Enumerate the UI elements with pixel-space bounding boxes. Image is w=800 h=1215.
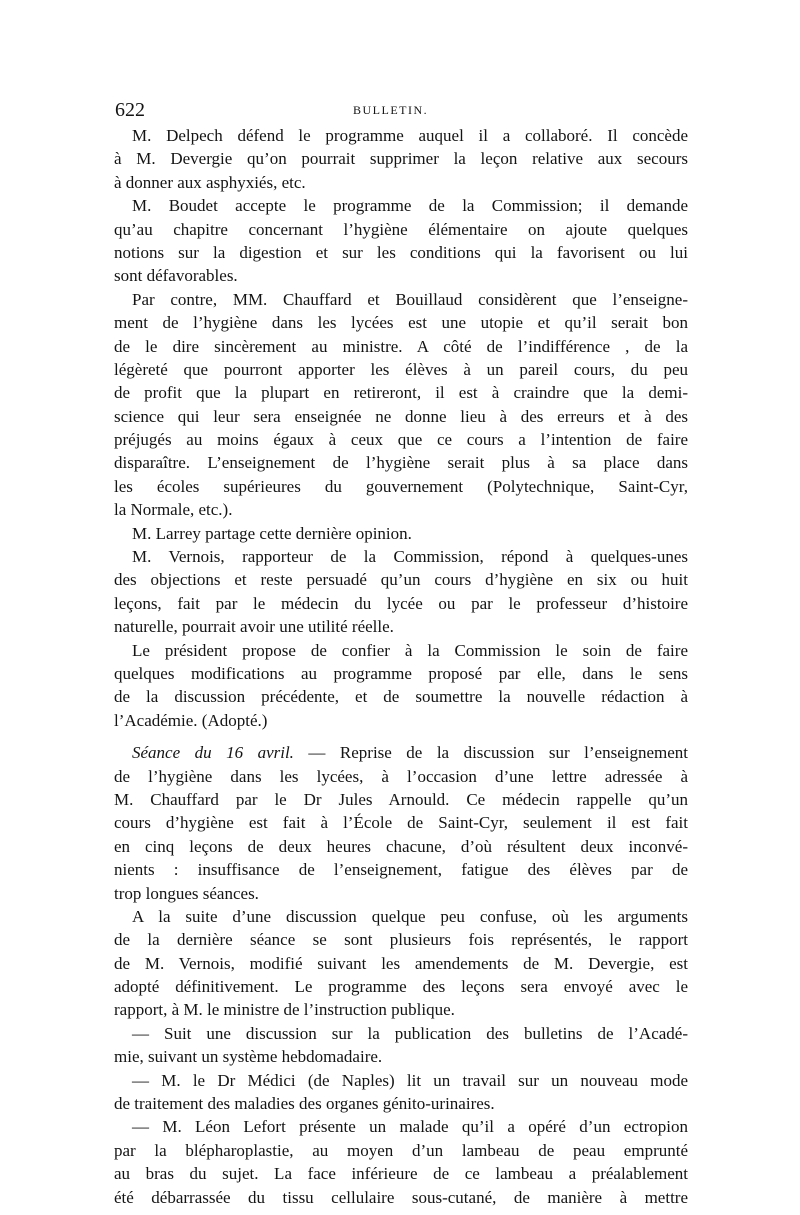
text-line: sont défavorables. [114, 266, 238, 286]
text-line: M. Larrey partage cette dernière opinion. [132, 523, 412, 543]
text-line: M. Delpech défend le programme auquel il a collaboré. Il concède [132, 126, 688, 145]
text-line: M. Boudet accepte le programme de la Commission; il demande [132, 196, 688, 216]
text-line: M. Chauffard par le Dr Jules Arnould. Ce médecin rappelle qu’un [114, 789, 688, 809]
text-line: — M. Léon Lefort présente un malade qu’il a opéré d’un ectropion [132, 1117, 688, 1137]
text-line: au bras du sujet. La face inférieure de ce lambeau a préalablement [114, 1164, 688, 1184]
seance-heading-text: — Reprise de la discussion sur l’enseignement [293, 743, 688, 763]
text-line: à donner aux asphyxiés, etc. [114, 172, 306, 192]
text-line: de profit que la plupart en retireront, il est à craindre que la demi- [114, 383, 688, 403]
text-line: de la dernière séance se sont plusieurs fois représentés, le rapport [114, 930, 688, 950]
text-line: à M. Devergie qu’on pourrait supprimer la leçon relative aux secours [114, 149, 688, 169]
text-line: naturelle, pourrait avoir une utilité réelle. [114, 617, 394, 637]
text-line: trop longues séances. [114, 883, 259, 903]
text-line: mie, suivant un système hebdomadaire. [114, 1047, 383, 1067]
text-line: rapport, à M. le ministre de l’instruction publique. [114, 1000, 455, 1020]
text-line: science qui leur sera enseignée ne donne lieu à des erreurs et à des [114, 406, 688, 426]
text-line: les écoles supérieures du gouvernement (Polytechnique, Saint-Cyr, [114, 476, 688, 496]
text-line: qu’au chapitre concernant l’hygiène élémentaire on ajoute quelques [114, 219, 688, 239]
page-number: 622 [115, 99, 145, 121]
text-line: des objections et reste persuadé qu’un cours d’hygiène en six ou huit [114, 570, 688, 590]
text-line: A la suite d’une discussion quelque peu confuse, où les arguments [132, 906, 688, 926]
text-line: cours d’hygiène est fait à l’École de Saint-Cyr, seulement il est fait [114, 813, 688, 833]
text-line: l’Académie. (Adopté.) [114, 710, 268, 730]
text-line: de M. Vernois, modifié suivant les amendements de M. Devergie, est [114, 953, 688, 973]
text-line: la Normale, etc.). [114, 500, 233, 520]
text-line: Le président propose de confier à la Commission le soin de faire [132, 640, 688, 660]
text-line: en cinq leçons de deux heures chacune, d’où résultent deux inconvé- [114, 836, 688, 856]
text-line: par la blépharoplastie, au moyen d’un lambeau de peau emprunté [114, 1140, 688, 1160]
text-line: notions sur la digestion et sur les conditions qui la favorisent ou lui [114, 242, 688, 262]
text-line: préjugés au moins égaux à ceux que ce cours a l’intention de faire [114, 430, 688, 450]
text-line: M. Vernois, rapporteur de la Commission, répond à quelques-unes [132, 547, 688, 567]
text-line: ment de l’hygiène dans les lycées est une utopie et qu’il serait bon [114, 313, 688, 333]
seance-heading-line [114, 741, 688, 764]
text-line: été débarrassée du tissu cellulaire sous-cutané, de manière à mettre [114, 1187, 688, 1207]
running-title: BULLETIN. [353, 103, 429, 117]
text-line: de la discussion précédente, et de soumettre la nouvelle rédaction à [114, 687, 688, 707]
text-line: Par contre, MM. Chauffard et Bouillaud considèrent que l’enseigne- [132, 289, 688, 309]
text-line: de l’hygiène dans les lycées, à l’occasion d’une lettre adressée à [114, 766, 688, 786]
text-line: de le dire sincèrement au ministre. A côté de l’indifférence , de la [114, 336, 688, 356]
text-line: — M. le Dr Médici (de Naples) lit un travail sur un nouveau mode [132, 1070, 688, 1090]
text-line: — Suit une discussion sur la publication des bulletins de l’Acadé- [132, 1023, 688, 1043]
body-text [114, 124, 688, 1209]
text-line: nients : insuffisance de l’enseignement, fatigue des élèves par de [114, 860, 688, 880]
text-line: adopté définitivement. Le programme des leçons sera envoyé avec le [114, 977, 688, 997]
text-line: quelques modifications au programme proposé par elle, dans le sens [114, 663, 688, 683]
text-line: légèreté que pourront apporter les élèves à un pareil cours, du peu [114, 359, 688, 379]
text-line: leçons, fait par le médecin du lycée ou par le professeur d’histoire [114, 593, 688, 613]
seance-date-label: Séance du 16 avril. [132, 743, 294, 763]
text-line: de traitement des maladies des organes génito-urinaires. [114, 1094, 495, 1114]
page-header [115, 98, 685, 122]
text-line: disparaître. L’enseignement de l’hygiène serait plus à sa place dans [114, 453, 688, 473]
